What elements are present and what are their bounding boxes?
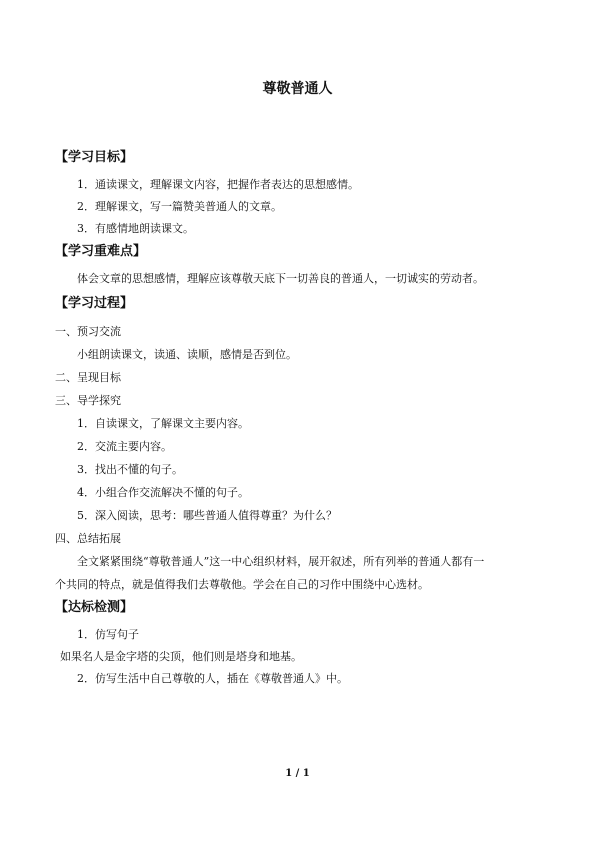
page-number: 1 / 1 — [285, 768, 310, 779]
process-part-3: 三、导学探究 — [55, 394, 121, 407]
key-points-text: 体会文章的思想感情，理解应该尊敬天底下一切善良的普通人，一切诚实的劳动者。 — [77, 272, 484, 285]
heading-test: 【达标检测】 — [55, 600, 134, 615]
heading-process: 【学习过程】 — [55, 296, 134, 311]
heading-key-points: 【学习重难点】 — [55, 244, 147, 259]
goal-item-2: 2．理解课文，写一篇赞美普通人的文章。 — [77, 200, 282, 213]
page-title: 尊敬普通人 — [262, 81, 333, 97]
process-part-3-item-1: 1．自读课文，了解课文主要内容。 — [77, 417, 249, 430]
process-part-3-item-5: 5．深入阅读，思考：哪些普通人值得尊重？为什么？ — [77, 509, 337, 522]
test-item-2: 2．仿写生活中自己尊敬的人，插在《尊敬普通人》中。 — [77, 672, 348, 685]
test-item-1: 1．仿写句子 — [77, 628, 139, 641]
process-part-4-line-1: 全文紧紧围绕“尊敬普通人”这一中心组织材料，展开叙述，所有列举的普通人都有一 — [77, 555, 485, 568]
heading-goals: 【学习目标】 — [55, 150, 134, 165]
process-part-1-text: 小组朗读课文，读通、读顺，感情是否到位。 — [77, 348, 297, 361]
process-part-3-item-2: 2．交流主要内容。 — [77, 440, 172, 453]
goal-item-3: 3．有感情地朗读课文。 — [77, 222, 194, 235]
process-part-3-item-4: 4．小组合作交流解决不懂的句子。 — [77, 486, 249, 499]
process-part-2: 二、呈现目标 — [55, 371, 121, 384]
test-item-1-text: 如果名人是金字塔的尖顶，他们则是塔身和地基。 — [60, 650, 302, 663]
process-part-3-item-3: 3．找出不懂的句子。 — [77, 463, 183, 476]
process-part-4: 四、总结拓展 — [55, 532, 121, 545]
process-part-1: 一、预习交流 — [55, 325, 121, 338]
goal-item-1: 1．通读课文，理解课文内容，把握作者表达的思想感情。 — [77, 178, 359, 191]
process-part-4-line-2: 个共同的特点，就是值得我们去尊敬他。学会在自己的习作中围绕中心选材。 — [55, 578, 429, 591]
